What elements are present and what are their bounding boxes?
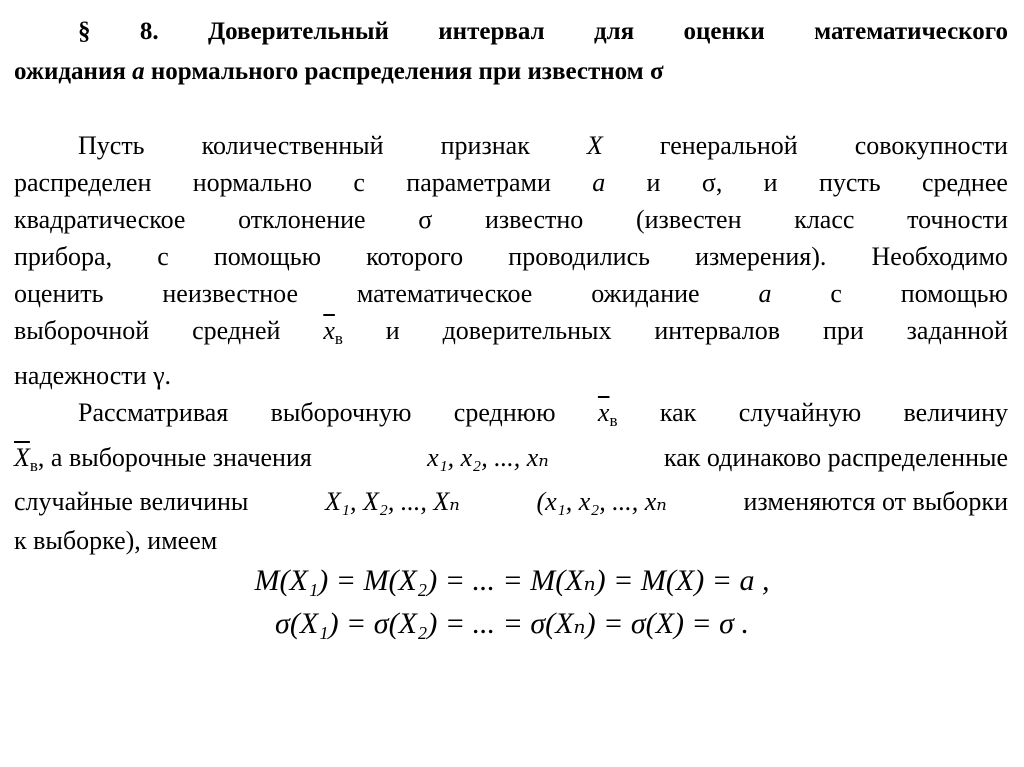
word: случайную: [738, 398, 862, 427]
word: помощью: [213, 242, 322, 271]
word: средней: [192, 316, 281, 345]
word: измерения).: [695, 242, 827, 271]
p2-line-2: [14, 441, 1008, 483]
var-sigma: σ,: [701, 168, 723, 197]
var-x-bar: $\overline{x}$: [597, 398, 610, 427]
word: совокупности: [854, 131, 1008, 160]
word: с: [353, 168, 365, 197]
word: (известен: [635, 205, 742, 234]
p2-line-1: [14, 396, 1008, 438]
word: среднее: [921, 168, 1008, 197]
word: с: [830, 279, 842, 308]
section-title-line-2: [14, 55, 1008, 88]
word: параметрами: [406, 168, 551, 197]
word: и: [385, 316, 400, 345]
word: Рассматривая: [78, 398, 229, 427]
word: нормально: [192, 168, 313, 197]
random-variables: X₁, X₂, ..., Xₙ: [325, 487, 460, 516]
word: математическое: [356, 279, 533, 308]
var-X: X: [586, 131, 603, 160]
var-a: a: [758, 279, 772, 308]
text: как одинаково распределенные: [664, 443, 1008, 472]
p2-line-3: [14, 485, 1008, 519]
var-a: a: [592, 168, 606, 197]
title-text-b: нормального распределения при известном σ: [150, 58, 664, 85]
word: ожидание: [591, 279, 700, 308]
section-title-line-1: § 8. Доверительный интервал для оценки математического: [78, 18, 1008, 45]
word: как: [659, 398, 697, 427]
word: которого: [366, 242, 464, 271]
word: Необходимо: [871, 242, 1008, 271]
word: и: [763, 168, 778, 197]
word: оценить: [14, 279, 104, 308]
word: прибора,: [14, 242, 113, 271]
random-mean-symbol: [14, 441, 312, 483]
word: точности: [907, 205, 1008, 234]
word: среднюю: [453, 398, 556, 427]
subscript: в: [29, 456, 38, 475]
word: проводились: [508, 242, 650, 271]
text: случайные величины: [14, 487, 249, 516]
text: изменяются от выборки: [743, 487, 1008, 516]
title-var-a: a: [132, 58, 145, 85]
equation-expectation: M(X₁) = M(X₂) = ... = M(Xₙ) = M(X) = a ,: [254, 564, 770, 597]
word: распределен: [14, 168, 152, 197]
word: генеральной: [659, 131, 798, 160]
text: , а выборочные значения: [37, 443, 312, 472]
subscript: в: [609, 411, 618, 430]
p1-line-7: [14, 359, 1008, 393]
word: квадратическое: [14, 205, 186, 234]
word: с: [157, 242, 169, 271]
sample-mean-symbol: [598, 396, 618, 438]
sample-values: (x₁, x₂, ..., xₙ: [536, 487, 667, 516]
p1-line-1: [14, 129, 1008, 163]
word: количественный: [201, 131, 384, 160]
word: надежности γ.: [14, 361, 172, 390]
word: неизвестное: [162, 279, 299, 308]
var-x-bar: $\overline{x}$: [323, 316, 335, 345]
word: доверительных: [442, 316, 612, 345]
sample-mean-symbol: [323, 314, 343, 356]
p1-line-5: [14, 277, 1008, 311]
word: выборочной: [14, 316, 150, 345]
word: и: [646, 168, 661, 197]
word: отклонение: [238, 205, 366, 234]
word: интервалов: [654, 316, 781, 345]
word: выборочную: [270, 398, 412, 427]
p1-line-4: [14, 240, 1008, 274]
subscript: в: [334, 329, 343, 348]
title-text-a: ожидания: [14, 58, 126, 85]
word: признак: [440, 131, 530, 160]
text: к выборке), имеем: [14, 526, 218, 555]
p1-line-2: [14, 166, 1008, 200]
equation-sigma: σ(X₁) = σ(X₂) = ... = σ(Xₙ) = σ(X) = σ .: [275, 607, 749, 640]
p1-line-3: [14, 203, 1008, 237]
word: Пусть: [78, 131, 145, 160]
p2-line-4: [14, 524, 1008, 558]
word: при: [822, 316, 864, 345]
word: величину: [903, 398, 1008, 427]
word: пусть: [818, 168, 881, 197]
var-X-bar: $\overline{X}$: [14, 443, 30, 472]
var-sigma: σ: [418, 205, 433, 234]
word: помощью: [900, 279, 1008, 308]
word: класс: [794, 205, 855, 234]
word: известно: [484, 205, 584, 234]
p1-line-6: [14, 314, 1008, 356]
word: заданной: [906, 316, 1008, 345]
sample-values: x₁, x₂, ..., xₙ: [427, 443, 549, 472]
